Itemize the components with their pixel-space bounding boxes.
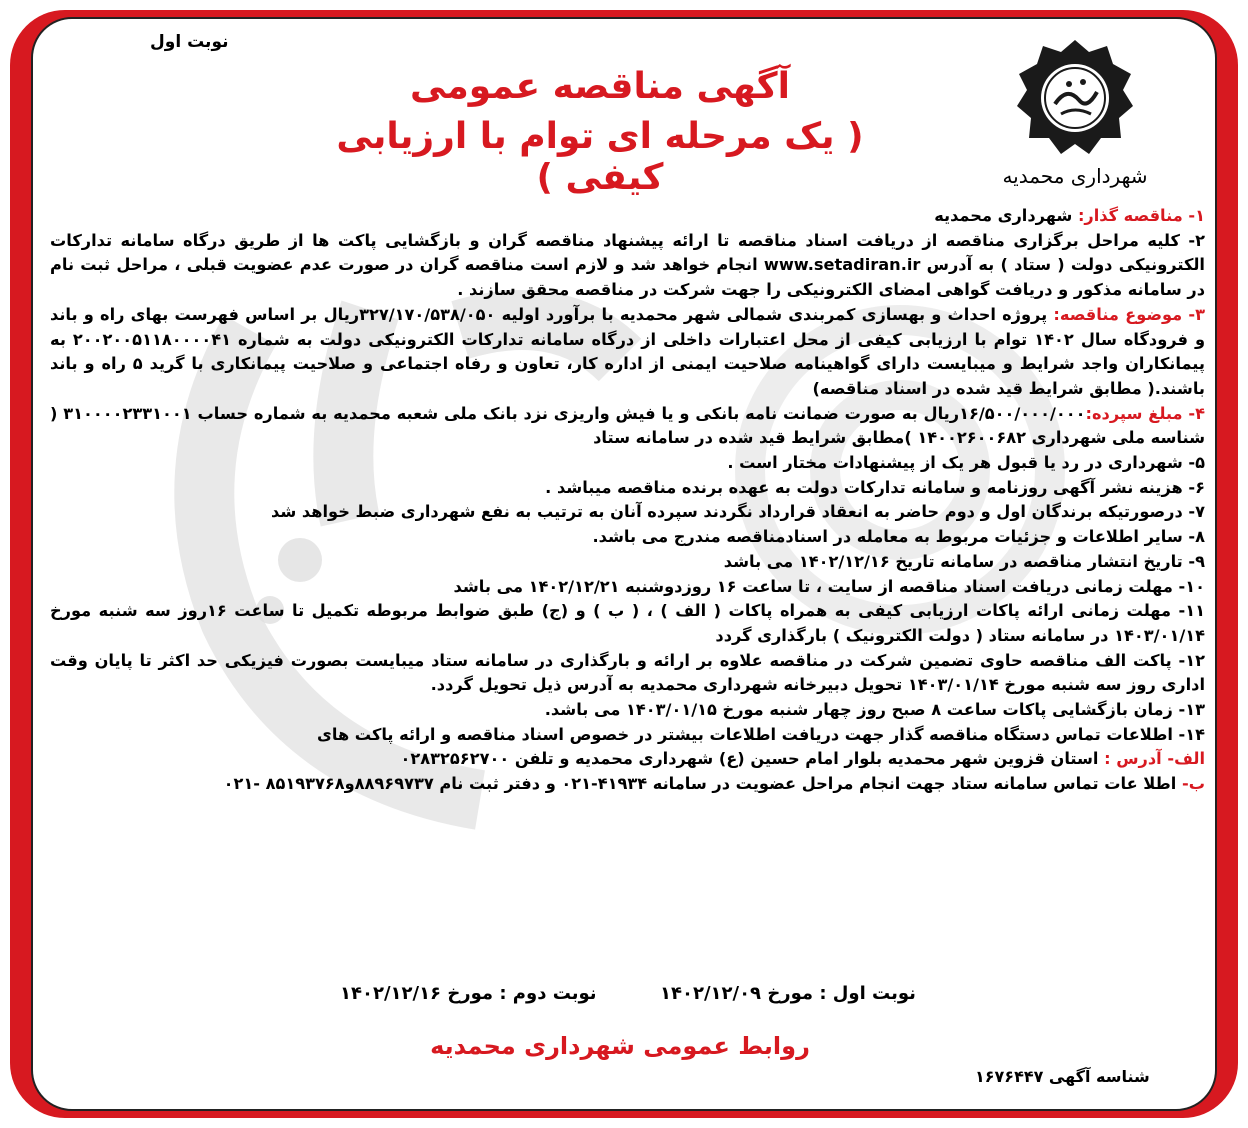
second-publication-date: نوبت دوم : مورخ ۱۴۰۲/۱۲/۱۶	[340, 983, 597, 1004]
list-item: ۱۱- مهلت زمانی ارائه پاکات ارزیابی کیفی به همراه پاکات ( الف ) ، ( ب ) و (ج) طبق ضوابط مربوطه تکمیل تا ساعت ۱۶روز سه شنبه مورخ ۱۴۰۳/۰۱/۱۴ در سامانه ستاد ( دولت الکترونیک ) بارگذاری گردد	[50, 601, 1205, 645]
list-item: ب- اطلا عات تماس سامانه ستاد جهت انجام مراحل عضویت در سامانه ۴۱۹۳۴-۰۲۱ و دفتر ثبت نام ۸۸۹۶۹۷۳۷و۸۵۱۹۳۷۶۸ -۰۲۱	[223, 774, 1205, 794]
public-relations-signature: روابط عمومی شهرداری محمدیه	[430, 1032, 810, 1060]
list-item: ۹- تاریخ انتشار مناقصه در سامانه تاریخ ۱۴۰۲/۱۲/۱۶ می باشد	[723, 551, 1205, 571]
list-item: ۱۴- اطلاعات تماس دستگاه مناقصه گذار جهت دریافت اطلاعات بیشتر در خصوص اسناد مناقصه و ارائه پاکت های	[317, 724, 1205, 744]
notice-id: شناسه آگهی ۱۶۷۶۴۴۷	[975, 1067, 1150, 1086]
list-item: ۱۰- مهلت زمانی دریافت اسناد مناقصه از سایت ، تا ساعت ۱۶ روزدوشنبه ۱۴۰۲/۱۲/۲۱ می باشد	[453, 576, 1205, 596]
page-title: آگهی مناقصه عمومی	[410, 66, 790, 107]
first-publication-date: نوبت اول : مورخ ۱۴۰۲/۱۲/۰۹	[660, 983, 916, 1004]
list-item: ۱۲- پاکت الف مناقصه حاوی تضمین شرکت در مناقصه علاوه بر ارائه و بارگذاری در سامانه ستاد میبایست بصورت فیزیکی حد اکثر تا پایان وقت اداری روز سه شنبه مورخ ۱۴۰۳/۰۱/۱۴ تحویل دبیرخانه شهرداری محمدیه به آدرس ذیل تحویل گردد.	[50, 650, 1205, 695]
list-item: ۱- مناقصه گذار: شهرداری محمدیه	[934, 206, 1205, 225]
org-caption: شهرداری محمدیه	[1002, 164, 1148, 188]
list-item: ۷- درصورتیکه برندگان اول و دوم حاضر به انعقاد قرارداد نگردند سپرده آنان به ترتیب به نفع شهرداری ضبط خواهد شد	[271, 502, 1205, 522]
list-item: ۶- هزینه نشر آگهی روزنامه و سامانه تدارکات دولت به عهده برنده مناقصه میباشد .	[545, 477, 1205, 497]
list-item: ۵- شهرداری در رد یا قبول هر یک از پیشنهادات مختار است .	[727, 453, 1205, 473]
list-item: ۲- کلیه مراحل برگزاری مناقصه از دریافت اسناد مناقصه تا ارائه پیشنهاد مناقصه گران و بازگشایی پاکت ها از طریق درگاه سامانه تدارکات الکترونیکی دولت ( ستاد ) به آدرس www.setadiran.ir انجام خواهد شد و لازم است مناقصه گران در صورت عدم عضویت قبلی ، مراحل ثبت نام در سامانه مذکور و دریافت گواهی امضای الکترونیکی را جهت شرکت در مناقصه محقق سازند .	[50, 230, 1205, 300]
page-subtitle: ( یک مرحله ای توام با ارزیابی کیفی )	[336, 116, 864, 198]
edition-badge: نوبت اول	[150, 32, 229, 52]
notice-body	[50, 204, 1205, 797]
list-item: ۴- مبلغ سپرده:۱۶/۵۰۰/۰۰۰/۰۰۰ریال به صورت ضمانت نامه بانکی و یا فیش واریزی نزد بانک ملی شعبه محمدیه به شماره حساب ۳۱۰۰۰۰۲۳۳۱۰۰۱ ( شناسه ملی شهرداری ۱۴۰۰۲۶۰۰۶۸۲ )مطابق شرایط قید شده در سامانه ستاد	[50, 403, 1205, 448]
list-item: الف- آدرس : استان قزوین شهر محمدیه بلوار امام حسین (ع) شهرداری محمدیه و تلفن ۰۲۸۳۲۵۶۲۷۰۰	[400, 749, 1205, 769]
list-item: ۱۳- زمان بازگشایی پاکات ساعت ۸ صبح روز چهار شنبه مورخ ۱۴۰۳/۰۱/۱۵ می باشد.	[544, 700, 1205, 720]
list-item: ۳- موضوع مناقصه: پروژه احداث و بهسازی کمربندی شمالی شهر محمدیه با برآورد اولیه ۳۲۷/۱۷۰/۵۳۸/۰۵۰ریال بر اساس فهرست بهای راه و باند و فرودگاه سال ۱۴۰۲ توام با ارزیابی کیفی از محل اعتبارات داخلی از درگاه سامانه تدارکات الکترونیکی دولت به شماره ۲۰۰۲۰۰۵۱۱۸۰۰۰۰۴۱ به پیمانکاران واجد شرایط و میبایست دارای گواهینامه صلاحیت ایمنی از اداره کار، تعاون و رفاه اجتماعی و صلاحیت پیمانکاری با گرید ۵ راه و باند باشند.( مطابق شرایط قید شده در اسناد مناقصه)	[50, 304, 1206, 398]
list-item: ۸- سایر اطلاعات و جزئیات مربوط به معامله در اسنادمناقصه مندرج می باشد.	[592, 527, 1205, 547]
